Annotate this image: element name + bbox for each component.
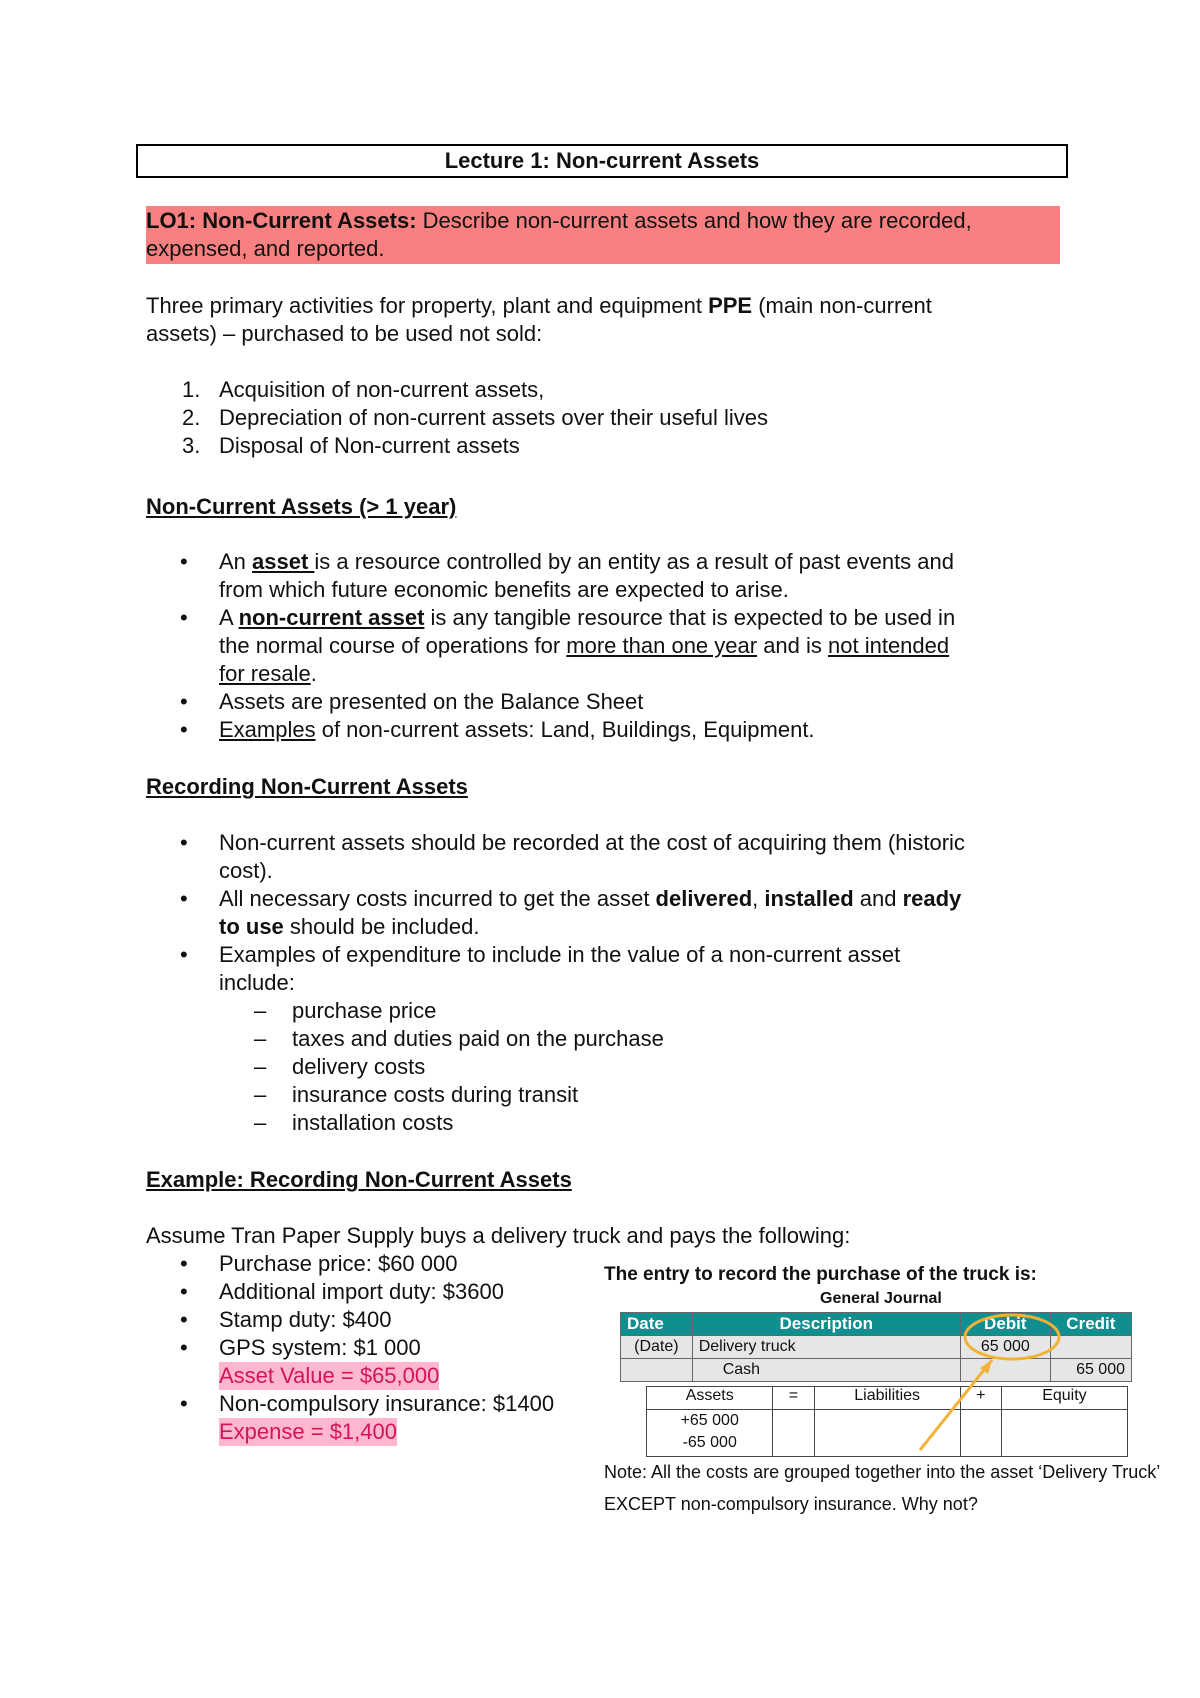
intro-line-1 — [146, 292, 932, 320]
header-debit: Debit — [960, 1313, 1050, 1336]
journal-title: General Journal — [820, 1290, 942, 1307]
cell-credit: 65 000 — [1050, 1359, 1131, 1382]
page-title: Lecture 1: Non-current Assets — [136, 144, 1068, 178]
eq-liabilities: Liabilities — [814, 1387, 960, 1410]
cell-description: Cash — [692, 1359, 960, 1382]
list-number: 3. — [182, 433, 201, 458]
bullet-text: for resale. — [219, 661, 317, 686]
bullet-text: to use should be included. — [219, 914, 480, 939]
bullet-icon: • — [180, 1391, 188, 1416]
bullet-text: An asset is a resource controlled by an entity as a result of past events and — [219, 549, 955, 574]
annotation-overlay — [600, 1300, 1160, 1460]
eq-assets: Assets — [647, 1387, 773, 1410]
lo-text-2: expensed, and reported. — [146, 236, 385, 261]
bullet-text: Non-current assets should be recorded at the cost of acquiring them (historic — [219, 830, 965, 855]
intro-text-c: (main non-current — [752, 293, 932, 318]
list-item — [0, 432, 1200, 460]
bullet-icon: • — [180, 942, 188, 967]
bullet-icon: • — [180, 1279, 188, 1304]
bullet-text: GPS system: $1 000 — [219, 1335, 421, 1360]
bullet-icon: • — [180, 1251, 188, 1276]
eq-equals: = — [773, 1387, 814, 1410]
sub-item-text: installation costs — [292, 1110, 454, 1135]
dash-icon: – — [254, 1026, 267, 1051]
eq-value: -65 000 — [682, 1434, 737, 1451]
lo-label: LO1: Non-Current Assets: — [146, 208, 417, 233]
activities-list — [0, 376, 1200, 460]
bullet-text: Non-compulsory insurance: $1400 — [219, 1391, 555, 1416]
sub-item-text: taxes and duties paid on the purchase — [292, 1026, 664, 1051]
list-text: Depreciation of non-current assets over their useful lives — [219, 405, 769, 430]
bullet-text: cost). — [219, 858, 273, 883]
bullet-text: Purchase price: $60 000 — [219, 1251, 458, 1276]
header-description: Description — [692, 1313, 960, 1336]
list-text: Acquisition of non-current assets, — [219, 377, 545, 402]
header-credit: Credit — [1050, 1313, 1131, 1336]
bullet-text: from which future economic benefits are expected to arise. — [219, 577, 789, 602]
eq-equity: Equity — [1001, 1387, 1127, 1410]
dash-icon: – — [254, 1110, 267, 1135]
bullet-icon: • — [180, 717, 188, 742]
dash-icon: – — [254, 1054, 267, 1079]
eq-plus: + — [960, 1387, 1001, 1410]
section-heading-noncurrent: Non-Current Assets (> 1 year) — [146, 494, 457, 519]
intro-line-2: assets) – purchased to be used not sold: — [146, 321, 543, 346]
bullet-text: include: — [219, 970, 295, 995]
dash-icon: – — [254, 998, 267, 1023]
cell-date: (Date) — [621, 1336, 693, 1359]
bullet-text: Additional import duty: $3600 — [219, 1279, 504, 1304]
bullet-text: the normal course of operations for more than one year and is not intended — [219, 633, 950, 658]
section2-bullets — [0, 829, 1200, 1137]
bullet-text: Stamp duty: $400 — [219, 1307, 392, 1332]
list-number: 1. — [182, 377, 201, 402]
example-bullets — [0, 1250, 600, 1446]
section-heading-example: Example: Recording Non-Current Assets — [146, 1167, 572, 1192]
cell-debit: 65 000 — [960, 1336, 1050, 1359]
figure-note — [604, 1456, 1160, 1520]
bullet-text: Assets are presented on the Balance Sheet — [219, 689, 644, 714]
note-line-1: Note: All the costs are grouped together into the asset ‘Delivery Truck’ — [604, 1462, 1161, 1482]
list-item — [0, 404, 1200, 432]
bullet-icon: • — [180, 689, 188, 714]
bullet-text: Examples of non-current assets: Land, Buildings, Equipment. — [219, 717, 815, 742]
section1-bullets — [0, 548, 1200, 744]
lo-text: Describe non-current assets and how they are recorded, — [416, 208, 972, 233]
asset-value-highlight: Asset Value = $65,000 — [219, 1363, 440, 1388]
intro-ppe: PPE — [708, 293, 753, 318]
bullet-text: A non-current asset is any tangible resource that is expected to be used in — [219, 605, 956, 630]
cell-description: Delivery truck — [692, 1336, 960, 1359]
bullet-icon: • — [180, 830, 188, 855]
intro-text: Three primary activities for property, plant and equipment — [146, 293, 709, 318]
sub-item-text: delivery costs — [292, 1054, 426, 1079]
section-heading-recording: Recording Non-Current Assets — [146, 774, 468, 799]
example-intro: Assume Tran Paper Supply buys a delivery truck and pays the following: — [146, 1223, 851, 1248]
bullet-icon: • — [180, 886, 188, 911]
list-text: Disposal of Non-current assets — [219, 433, 520, 458]
bullet-icon: • — [180, 549, 188, 574]
bullet-text: Examples of expenditure to include in the value of a non-current asset — [219, 942, 901, 967]
learning-objective — [146, 206, 1060, 264]
bullet-icon: • — [180, 1335, 188, 1360]
highlight-circle-icon — [965, 1315, 1059, 1359]
bullet-icon: • — [180, 605, 188, 630]
pointer-arrow-icon — [920, 1360, 992, 1450]
expense-highlight: Expense = $1,400 — [219, 1419, 397, 1444]
sub-item-text: purchase price — [292, 998, 437, 1023]
dash-icon: – — [254, 1082, 267, 1107]
list-number: 2. — [182, 405, 201, 430]
eq-value: +65 000 — [680, 1412, 739, 1429]
bullet-icon: • — [180, 1307, 188, 1332]
sub-item-text: insurance costs during transit — [292, 1082, 579, 1107]
note-line-2: EXCEPT non-compulsory insurance. Why not? — [604, 1494, 978, 1514]
figure-title: The entry to record the purchase of the truck is: — [604, 1264, 1037, 1285]
list-item — [0, 376, 1200, 404]
header-date: Date — [621, 1313, 693, 1336]
bullet-text: All necessary costs incurred to get the asset delivered, installed and ready — [219, 886, 962, 911]
